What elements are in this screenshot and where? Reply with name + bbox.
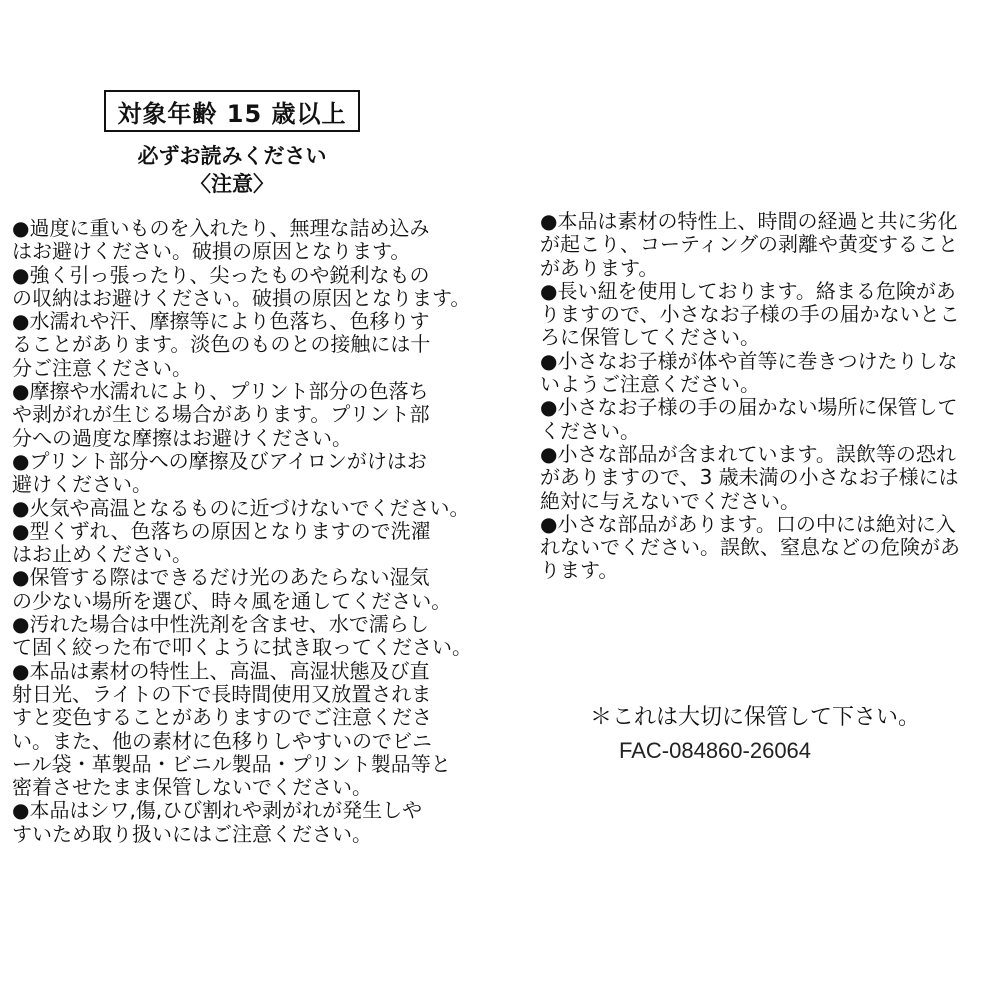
keep-note: ＊これは大切に保管して下さい。 — [590, 705, 921, 730]
caution-line: や剥がれが生じる場合があります。プリント部 — [12, 402, 430, 427]
caution-line: ●過度に重いものを入れたり、無理な詰め込み — [12, 216, 430, 240]
product-code: FAC-084860-26064 — [619, 738, 812, 763]
caution-list-right — [540, 210, 960, 583]
caution-line: れないでください。誤飲、窒息などの危険があ — [540, 535, 960, 560]
caution-line: ります。 — [540, 558, 619, 583]
caution-line: はお止めください。 — [12, 542, 192, 567]
caution-line: 絶対に与えないでください。 — [540, 488, 800, 513]
caution-line: て固く絞った布で叩くように拭き取ってください。 — [12, 635, 472, 660]
caution-line: ●強く引っ張ったり、尖ったものや鋭利なもの — [12, 262, 430, 287]
caution-list-left — [12, 217, 472, 846]
caution-line: りますので、小さなお子様の手の届かないとこ — [540, 302, 960, 327]
caution-line: 分への過度な摩擦はお避けください。 — [12, 425, 352, 450]
caution-line: がありますので、3 歳未満の小さなお子様には — [540, 465, 959, 490]
caution-line: ください。 — [540, 418, 640, 443]
caution-line: ●水濡れや汗、摩擦等により色落ち、色移りす — [12, 309, 430, 334]
caution-line: ●小さなお子様の手の届かない場所に保管して — [540, 395, 958, 420]
caution-line: ●プリント部分への摩擦及びアイロンがけはお — [12, 448, 427, 473]
caution-line: すいため取り扱いにはご注意ください。 — [12, 821, 372, 846]
caution-line: ●本品は素材の特性上、時間の経過と共に劣化 — [540, 209, 958, 233]
caution-line: 密着させたまま保管しないでください。 — [12, 775, 372, 800]
caution-line: ることがあります。淡色のものとの接触には十 — [12, 332, 431, 357]
caution-line: すと変色することがありますのでご注意くださ — [12, 705, 432, 730]
caution-line: の収納はお避けください。破損の原因となります。 — [12, 285, 471, 310]
caution-line: ろに保管してください。 — [540, 325, 760, 350]
caution-line: ●小さな部品が含まれています。誤飲等の恐れ — [540, 441, 956, 466]
caution-line: 射日光、ライトの下で長時間使用又放置されま — [12, 681, 432, 706]
age-label: 対象年齢 15 歳以上 — [104, 90, 360, 132]
caution-line: はお避けください。破損の原因となります。 — [12, 239, 411, 264]
caution-line: ●本品は素材の特性上、高温、高湿状態及び直 — [12, 658, 430, 683]
notice-subtitle: 〈注意〉 — [190, 172, 274, 196]
caution-line: ●本品はシワ,傷,ひび割れや剥がれが発生しや — [12, 798, 423, 823]
caution-line: 避けください。 — [12, 472, 152, 497]
caution-line: ●小さなお子様が体や首等に巻きつけたりしな — [540, 348, 958, 373]
caution-line: い。また、他の素材に色移りしやすいのでビニ — [12, 728, 432, 753]
caution-line: ●保管する際はできるだけ光のあたらない湿気 — [12, 565, 430, 590]
caution-line: ●摩擦や水濡れにより、プリント部分の色落ち — [12, 379, 429, 404]
caution-line: ●火気や高温となるものに近づけないでください。 — [12, 495, 470, 520]
caution-line: があります。 — [540, 255, 659, 280]
caution-line: ●型くずれ、色落ちの原因となりますので洗濯 — [12, 518, 431, 543]
caution-line: ●汚れた場合は中性洗剤を含ませ、水で濡らし — [12, 612, 429, 637]
caution-line: ●小さな部品があります。口の中には絶対に入 — [540, 511, 956, 536]
caution-line: が起こり、コーティングの剥離や黄変すること — [540, 232, 958, 257]
notice-title: 必ずお読みください — [137, 144, 327, 168]
caution-line: ール袋・革製品・ビニル製品・プリント製品等と — [12, 751, 451, 776]
caution-line: 分ご注意ください。 — [12, 355, 192, 380]
caution-line: いようご注意ください。 — [540, 372, 760, 397]
caution-line: の少ない場所を選び、時々風を通してください。 — [12, 588, 452, 613]
caution-line: ●長い紐を使用しております。絡まる危険があ — [540, 278, 956, 303]
